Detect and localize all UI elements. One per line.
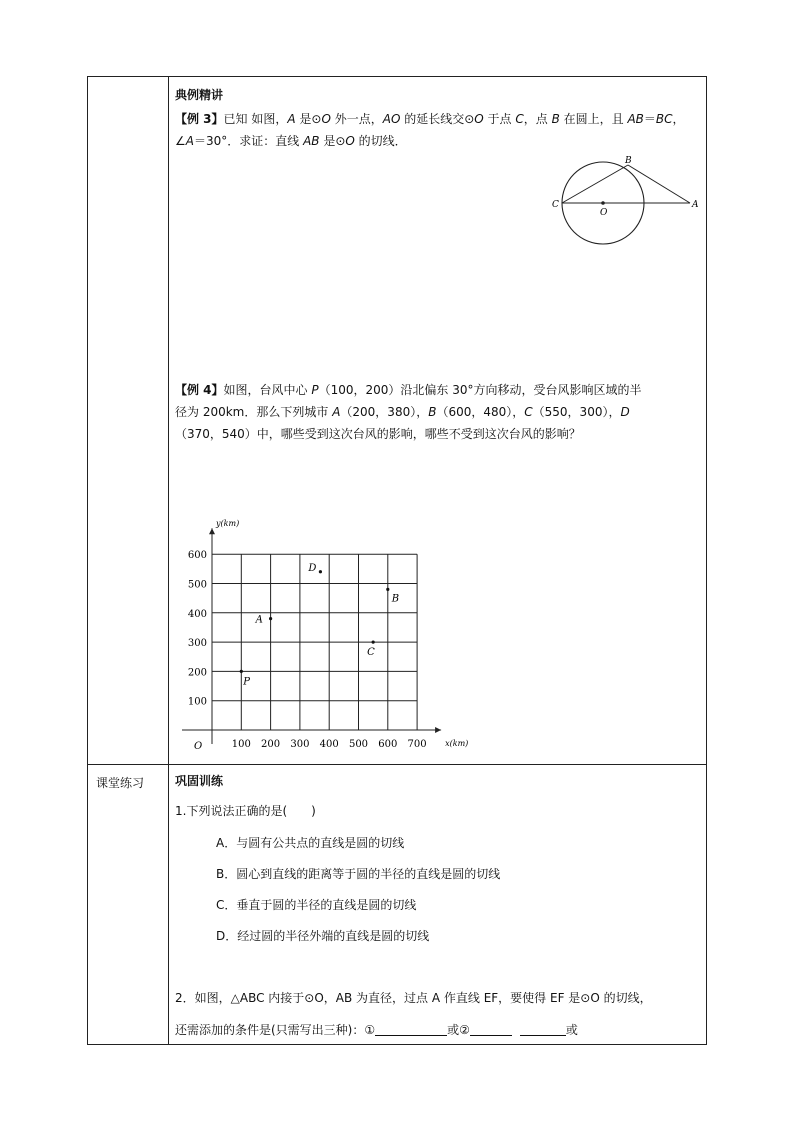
y-tick-label: 400 <box>187 608 207 620</box>
point-label-p: P <box>243 676 251 688</box>
row-label-classroom-practice: 课堂练习 <box>96 776 145 790</box>
y-tick-label: 100 <box>187 696 207 708</box>
data-point-d <box>319 570 322 573</box>
y-axis-arrow <box>209 528 215 534</box>
data-point-a <box>269 617 272 620</box>
answer-blank-2[interactable] <box>470 1021 512 1036</box>
row-divider <box>88 764 706 765</box>
y-tick-label: 600 <box>187 550 207 562</box>
data-point-b <box>386 588 389 591</box>
column-divider <box>168 77 169 1044</box>
point-label-b: B <box>391 593 400 605</box>
origin-label: O <box>194 741 203 752</box>
question-2-line-2: 还需添加的条件是(只需写出三种)：① 或② 或 <box>175 1023 578 1037</box>
x-tick-label: 400 <box>319 739 339 750</box>
x-tick-label: 700 <box>407 739 427 750</box>
circle-tangent-figure <box>550 153 700 253</box>
point-label-c: C <box>367 647 375 659</box>
typhoon-coordinate-chart <box>175 517 475 757</box>
worksheet-table <box>87 76 707 1045</box>
question-2-line-1: 2．如图，△ABC 内接于⊙O，AB 为直径，过点 A 作直线 EF，要使得 EF 是⊙O 的切线， <box>175 991 652 1005</box>
line-cb <box>562 165 628 203</box>
x-tick-label: 500 <box>348 739 369 750</box>
option-d: D．经过圆的半径外端的直线是圆的切线 <box>216 929 430 943</box>
x-axis-label: x(km) <box>445 739 469 748</box>
y-tick-label: 500 <box>187 579 207 591</box>
question-1: 1.下列说法正确的是( ) <box>175 804 316 818</box>
example-4-text <box>175 379 701 445</box>
label-o: O <box>600 208 608 218</box>
x-tick-label: 100 <box>231 739 251 750</box>
center-point <box>601 201 605 205</box>
example-4-line-1: 【例 4】如图，台风中心 P（100，200）沿北偏东 30°方向移动，受台风影响区域的半 <box>175 383 642 397</box>
y-axis-label: y(km) <box>216 519 240 529</box>
section-title-practice: 巩固训练 <box>175 774 224 788</box>
label-a: A <box>692 200 699 210</box>
x-tick-label: 300 <box>290 739 310 750</box>
x-tick-label: 600 <box>378 739 398 750</box>
y-tick-label: 300 <box>187 638 207 650</box>
label-c: C <box>552 200 559 210</box>
example-3-text: 【例 3】已知 如图，A 是⊙O 外一点，AO 的延长线交⊙O 于点 C，点 B 在圆上，且 AB＝BC，∠A＝30°．求证：直线 AB 是⊙O 的切线． <box>175 112 685 148</box>
line-ba <box>628 165 690 203</box>
example-4-line-2: 径为 200km．那么下列城市 A（200，380），B（600，480），C（550，300），D <box>175 405 630 419</box>
option-a: A．与圆有公共点的直线是圆的切线 <box>216 836 405 850</box>
answer-blank-1[interactable] <box>375 1021 447 1036</box>
point-label-d: D <box>308 562 317 574</box>
example-4-line-3: （370，540）中，哪些受到这次台风的影响，哪些不受到这次台风的影响？ <box>175 427 581 441</box>
data-point-c <box>372 641 375 644</box>
section-title-examples: 典例精讲 <box>175 88 224 102</box>
x-tick-label: 200 <box>261 739 281 750</box>
option-b: B．圆心到直线的距离等于圆的半径的直线是圆的切线 <box>216 867 501 881</box>
answer-blank-3[interactable] <box>520 1021 566 1036</box>
x-axis-arrow <box>435 727 441 733</box>
option-c: C．垂直于圆的半径的直线是圆的切线 <box>216 898 417 912</box>
data-point-p <box>240 670 243 673</box>
y-tick-label: 200 <box>187 667 207 679</box>
label-b: B <box>625 156 632 166</box>
point-label-a: A <box>255 614 263 626</box>
